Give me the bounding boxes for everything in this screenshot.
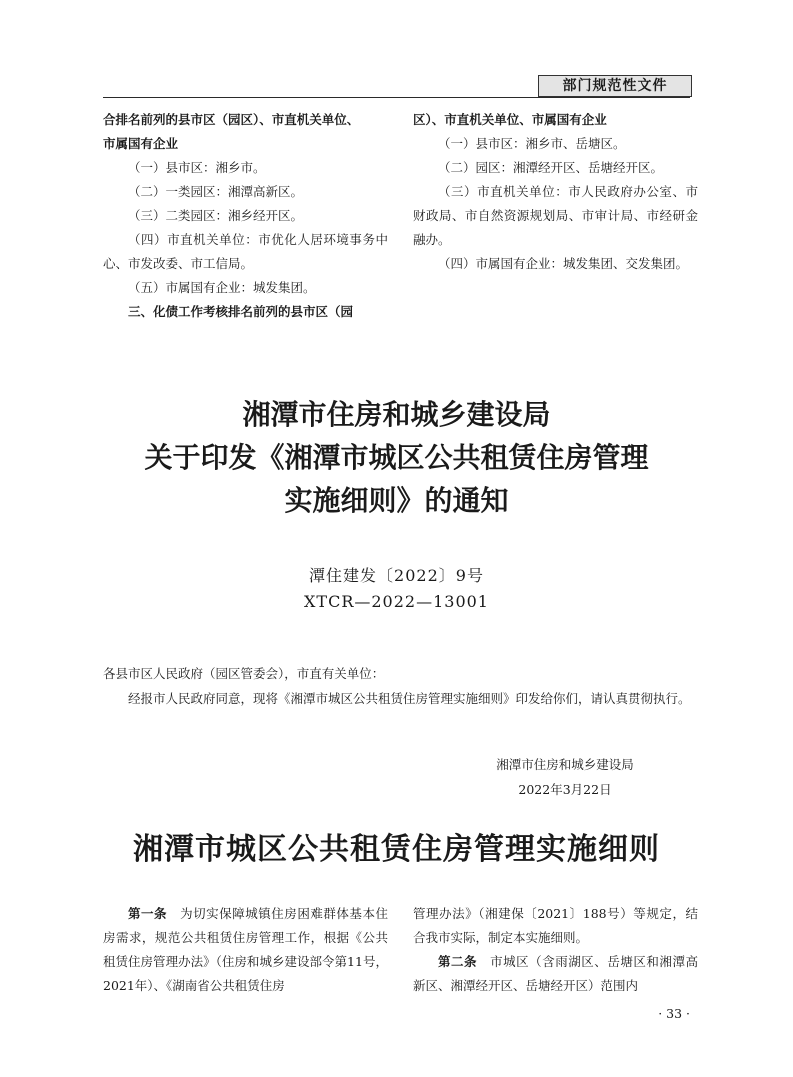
notice-text: 经报市人民政府同意，现将《湘潭市城区公共租赁住房管理实施细则》印发给你们，请认真贯彻执行。	[128, 691, 691, 706]
list-item: （二）一类园区：湘潭高新区。	[128, 184, 304, 199]
doc-number: 潭住建发〔2022〕9号	[309, 566, 484, 585]
addressee: 各县市区人民政府（园区管委会），市直有关单位：	[103, 666, 385, 681]
article-1-label: 第一条	[128, 906, 168, 921]
list-item: （一）县市区：湘乡市。	[128, 160, 266, 175]
top-right-column	[413, 108, 698, 276]
issue-date: 2022年3月22日	[518, 782, 612, 797]
section3-heading-continued: 区）、市直机关单位、市属国有企业	[413, 112, 607, 127]
rules-right-column	[413, 902, 698, 998]
section2-heading-line2: 市属国有企业	[103, 136, 179, 151]
header-rule	[103, 97, 690, 98]
notice-body	[103, 661, 693, 711]
section3-heading: 三、化债工作考核排名前列的县市区（园	[128, 304, 354, 319]
article-2-label: 第二条	[438, 954, 478, 969]
section2-heading-line1: 合排名前列的县市区（园区）、市直机关单位、	[103, 112, 360, 127]
rules-left-column	[103, 902, 388, 998]
notice-title	[0, 393, 793, 522]
rules-title: 湘潭市城区公共租赁住房管理实施细则	[133, 832, 660, 867]
article-2	[413, 950, 698, 998]
top-left-column	[103, 108, 388, 324]
list-item: （四）市直机关单位：市优化人居环境事务中心、市发改委、市工信局。	[103, 232, 388, 271]
notice-title-line1: 湘潭市住房和城乡建设局	[242, 398, 551, 431]
registration-number: XTCR—2022—13001	[304, 592, 489, 611]
page-number: · 33 ·	[658, 1006, 690, 1021]
notice-title-line2: 关于印发《湘潭市城区公共租赁住房管理	[144, 441, 649, 474]
list-item: （一）县市区：湘乡市、岳塘区。	[438, 136, 626, 151]
list-item: （三）市直机关单位：市人民政府办公室、市财政局、市自然资源规划局、市审计局、市经研金融办。	[413, 184, 698, 247]
signature-block	[460, 752, 670, 802]
list-item: （二）园区：湘潭经开区、岳塘经开区。	[438, 160, 664, 175]
issuer: 湘潭市住房和城乡建设局	[496, 757, 634, 772]
article-1	[103, 902, 388, 998]
article-1-continued: 管理办法》（湘建保〔2021〕188号）等规定，结合我市实际，制定本实施细则。	[413, 906, 698, 945]
list-item: （三）二类园区：湘乡经开区。	[128, 208, 304, 223]
article-2-text: 市城区（含雨湖区、岳塘区和湘潭高新区、湘潭经开区、岳塘经开区）范围内	[413, 954, 698, 993]
section-label: 部门规范性文件	[538, 75, 692, 97]
document-numbers	[0, 563, 793, 615]
notice-title-line3: 实施细则》的通知	[284, 484, 509, 517]
article-1-text: 为切实保障城镇住房困难群体基本住房需求，规范公共租赁住房管理工作，根据《公共租赁住房管理办法》（住房和城乡建设部令第11号，2021年）、《湖南省公共租赁住房	[103, 906, 388, 993]
list-item: （四）市属国有企业：城发集团、交发集团。	[438, 256, 689, 271]
list-item: （五）市属国有企业：城发集团。	[128, 280, 316, 295]
